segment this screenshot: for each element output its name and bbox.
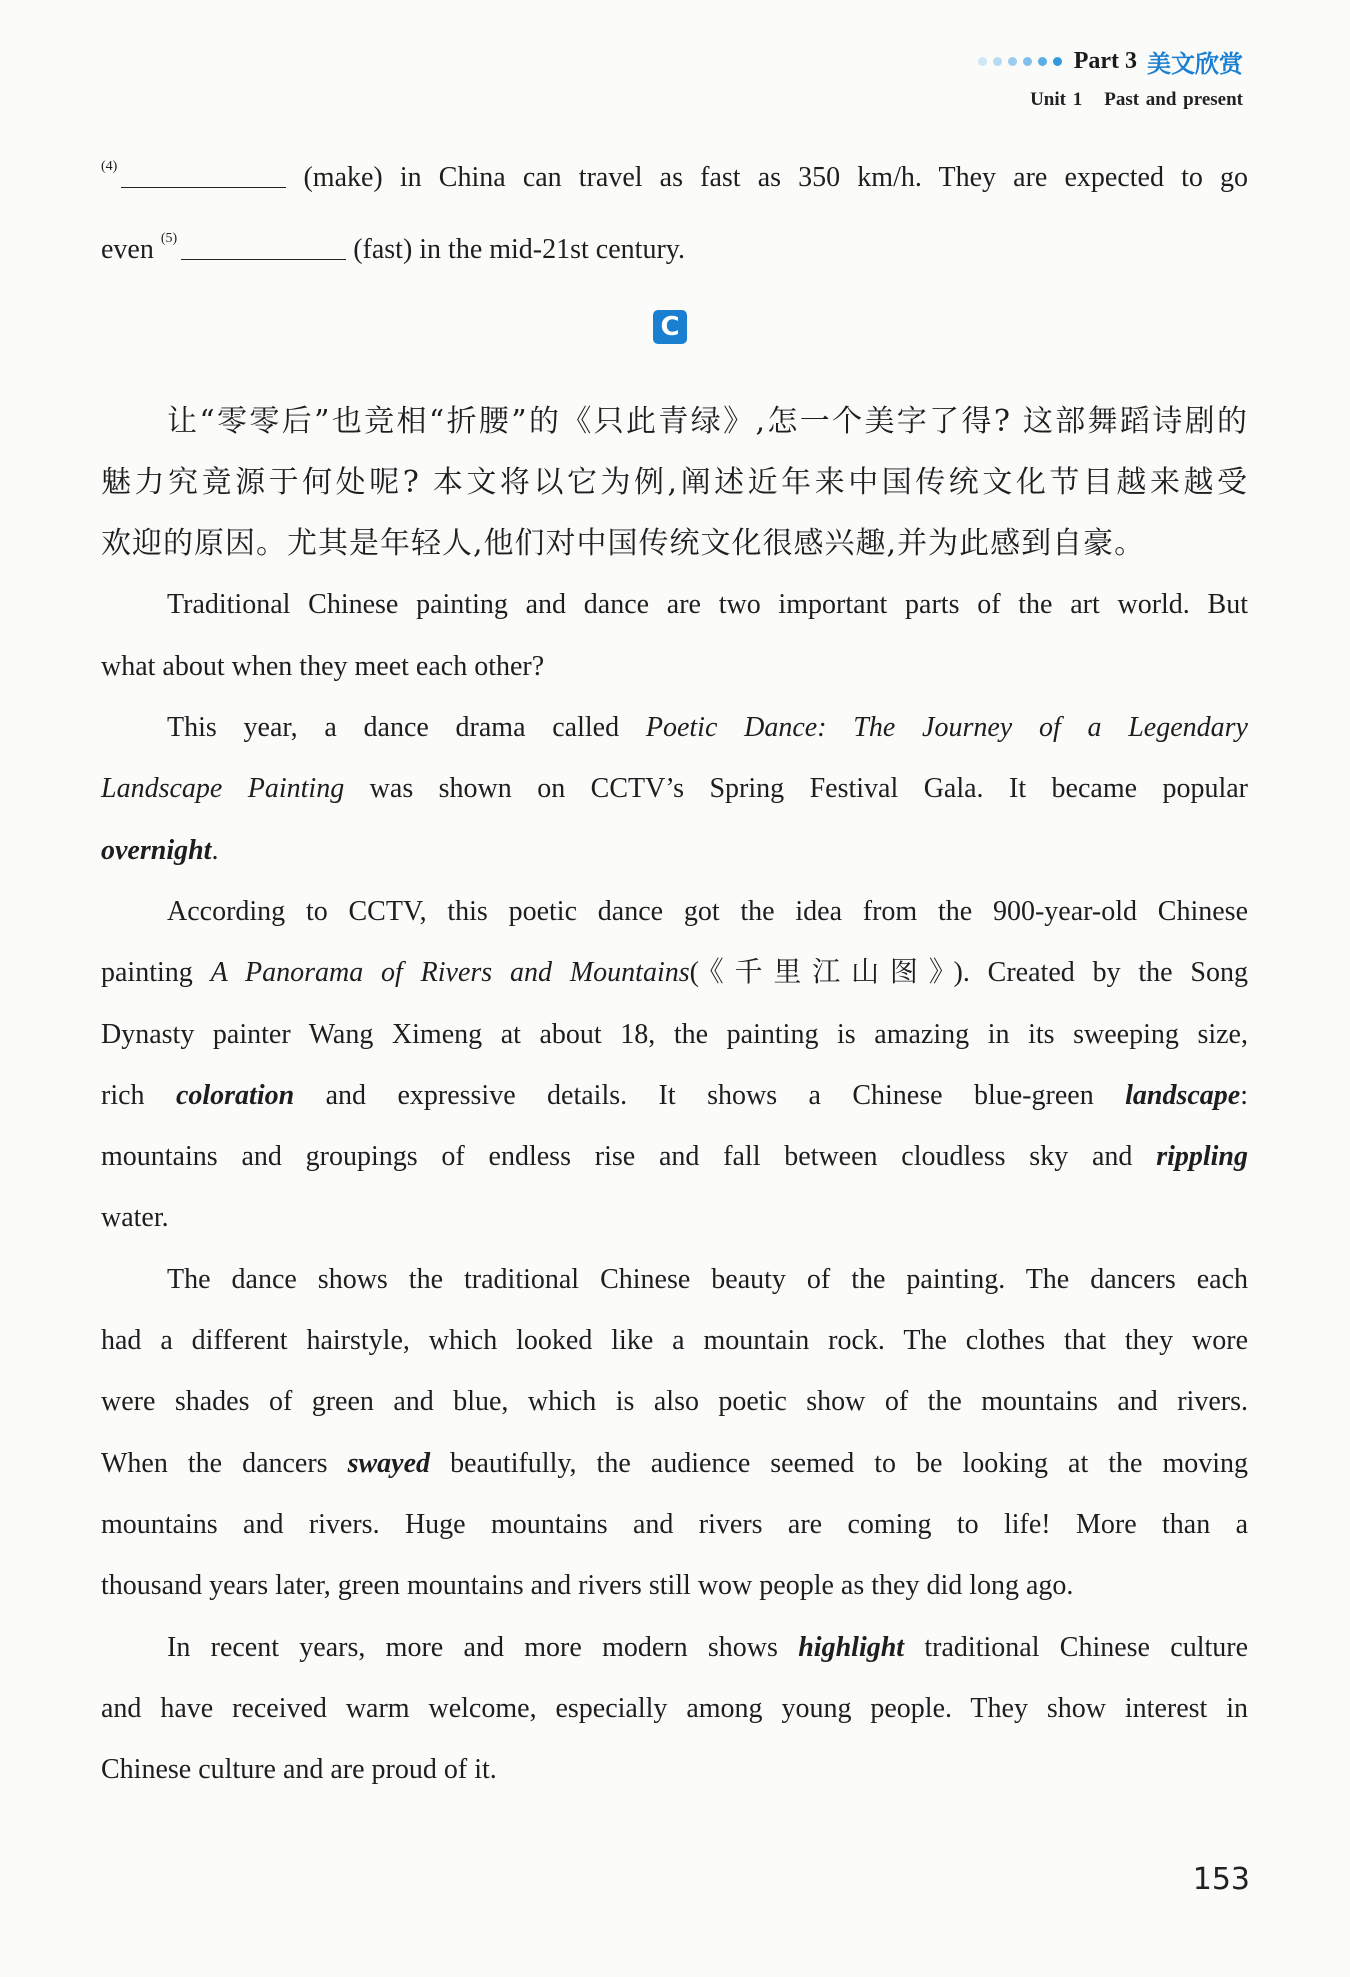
text-line: overnight. <box>101 834 219 866</box>
fill-in-text: even <box>101 234 154 266</box>
fill-in-text: (fast) in the mid-21st century. <box>353 234 685 266</box>
vocab-word: rippling <box>1156 1141 1248 1173</box>
text-line: mountains and rivers. Huge mountains and rivers are coming to life! More than a <box>101 1508 1248 1540</box>
text-line: Landscape Painting was shown on CCTV’s Spring Festival Gala. It became popular <box>101 773 1249 805</box>
paragraph-4 <box>101 1249 1248 1617</box>
paragraph-3 <box>101 881 1248 1249</box>
paragraph-1 <box>101 574 1248 697</box>
work-title: A Panorama of Rivers and Mountains <box>210 957 690 989</box>
text-line: This year, a dance drama called Poetic Dance: The Journey of a Legendary <box>167 712 1248 744</box>
page-header <box>823 44 1243 111</box>
answer-blank-5[interactable] <box>181 237 346 260</box>
blank-number-5: (5) <box>160 231 178 247</box>
dot-icon <box>1053 57 1062 66</box>
work-title: Poetic Dance: The Journey of a Legendary <box>645 712 1248 744</box>
text-line: rich coloration and expressive details. It shows a Chinese blue-green landscape: <box>101 1079 1249 1111</box>
main-content <box>101 136 1248 1800</box>
fill-in-line-1 <box>101 136 1248 208</box>
paragraph-5 <box>101 1617 1248 1801</box>
text-line: Dynasty painter Wang Ximeng at about 18, the painting is amazing in its sweeping size, <box>101 1018 1248 1050</box>
text-line: When the dancers swayed beautifully, the audience seemed to be looking at the moving <box>101 1447 1249 1479</box>
dot-icon <box>1023 57 1032 66</box>
vocab-word: overnight <box>101 834 212 866</box>
dot-icon <box>1038 57 1047 66</box>
work-title: Landscape Painting <box>101 773 345 805</box>
text-line: and have received warm welcome, especially among young people. They show interest in <box>101 1692 1248 1724</box>
dot-icon <box>1008 57 1017 66</box>
vocab-word: highlight <box>798 1631 905 1663</box>
section-badge: C <box>653 310 687 344</box>
text-line: thousand years later, green mountains and rivers still wow people as they did long ago. <box>101 1570 1074 1602</box>
answer-blank-4[interactable] <box>121 165 286 188</box>
decorative-dots <box>978 57 1062 66</box>
text-line: what about when they meet each other? <box>101 650 545 682</box>
section-marker <box>101 281 1248 391</box>
unit-title: Past and present <box>1104 89 1243 110</box>
text-line: In recent years, more and more modern shows highlight traditional Chinese culture <box>167 1631 1249 1663</box>
intro-line: 魅力究竟源于何处呢? 本文将以它为例,阐述近年来中国传统文化节目越来越受 <box>101 464 1248 500</box>
paragraph-2 <box>101 697 1248 881</box>
blank-number-4: (4) <box>101 159 118 174</box>
page-number: 153 <box>1192 1862 1250 1897</box>
text-line: The dance shows the traditional Chinese beauty of the painting. The dancers each <box>167 1263 1248 1295</box>
dot-icon <box>993 57 1002 66</box>
text-line: According to CCTV, this poetic dance got the idea from the 900-year-old Chinese <box>167 895 1248 927</box>
unit-label: Unit 1 <box>1030 89 1083 110</box>
text-line: were shades of green and blue, which is also poetic show of the mountains and rivers. <box>101 1386 1248 1418</box>
intro-chinese <box>101 391 1248 575</box>
vocab-word: landscape <box>1125 1079 1241 1111</box>
vocab-word: coloration <box>175 1079 295 1111</box>
text-line: Traditional Chinese painting and dance are two important parts of the art world. But <box>167 589 1248 621</box>
dot-icon <box>978 57 987 66</box>
section-label: 美文欣赏 <box>1147 50 1243 78</box>
text-line: mountains and groupings of endless rise and fall between cloudless sky and rippling <box>101 1141 1248 1173</box>
text-line: water. <box>101 1202 169 1234</box>
fill-in-line-2 <box>101 208 1248 280</box>
vocab-word: swayed <box>347 1447 431 1479</box>
text-line: had a different hairstyle, which looked like a mountain rock. The clothes that they wore <box>101 1325 1248 1357</box>
text-line: painting A Panorama of Rivers and Mountains(《千里江山图》). Created by the Song <box>101 957 1248 989</box>
intro-line: 让“零零后”也竞相“折腰”的《只此青绿》,怎一个美字了得? 这部舞蹈诗剧的 <box>167 403 1248 439</box>
fill-in-text: (make) in China can travel as fast as 350 km/h. They are expected to go <box>303 162 1248 193</box>
text-line: Chinese culture and are proud of it. <box>101 1754 497 1786</box>
part-label: Part 3 <box>1073 48 1137 74</box>
intro-line: 欢迎的原因。尤其是年轻人,他们对中国传统文化很感兴趣,并为此感到自豪。 <box>101 526 1146 562</box>
